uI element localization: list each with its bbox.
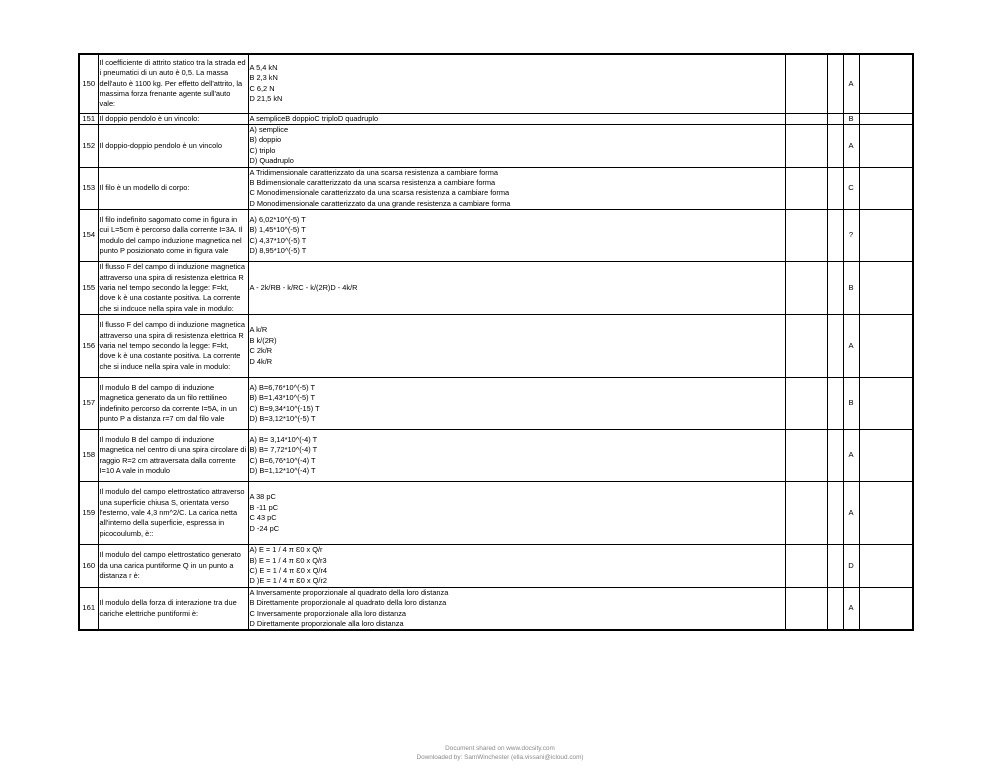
table-row: [79, 545, 913, 588]
answer-option: B k/(2R): [249, 335, 277, 345]
question-text: Il flusso F del campo di induzione magnetica attraverso una spira di resistenza elettrica R varia nel tempo secondo la legge: F=kt, dove k è una costante positiva. La corrente che si indcuce nella spira vale in modulo:: [98, 262, 248, 315]
answer-option: D 21,5 kN: [249, 94, 283, 104]
footer-shared: Document shared on www.docsity.com: [445, 745, 555, 752]
blank-cell: [827, 587, 843, 630]
answer-option: A) B=6,76*10^(-5) T: [249, 382, 316, 392]
answer-option: A - 2k/RB - k/RC - k/(2R)D - 4k/R: [249, 282, 358, 292]
answer-option: D Direttamente proporzionale alla loro distanza: [249, 619, 404, 629]
options-cell: [248, 54, 785, 113]
question-text: Il doppio pendolo è un vincolo:: [98, 113, 248, 124]
answer-option: A sempliceB doppioC triploD quadruplo: [249, 113, 379, 123]
blank-cell: [827, 378, 843, 430]
answer-option: A) semplice: [249, 124, 289, 134]
blank-cell: [785, 430, 827, 482]
blank-cell: [827, 430, 843, 482]
answer-option: A 5,4 kN: [249, 62, 278, 72]
answer-option: D -24 pC: [249, 523, 280, 533]
blank-cell: [785, 482, 827, 545]
question-text: Il modulo della forza di interazione tra due cariche elettriche puntiformi è:: [98, 587, 248, 630]
blank-cell: [827, 482, 843, 545]
question-text: Il modulo del campo elettrostatico generato da una carica puntiforme Q in un punto a distanza r è:: [98, 545, 248, 588]
answer-option: A Inversamente proporzionale al quadrato della loro distanza: [249, 587, 449, 597]
question-text: Il modulo del campo elettrostatico attraverso una superficie chiusa S, orientata verso l'esterno, vale 4,3 nm^2/C. La carica netta all'interno della superficie, espressa in picocoulumb, è::: [98, 482, 248, 545]
correct-answer: A: [843, 54, 859, 113]
question-number: 159: [79, 482, 98, 545]
answer-option: A) B= 3,14*10^(-4) T: [249, 434, 318, 444]
blank-cell: [785, 262, 827, 315]
correct-answer: B: [843, 113, 859, 124]
answer-option: A) 6,02*10^(-5) T: [249, 214, 306, 224]
question-number: 153: [79, 167, 98, 210]
blank-cell: [785, 545, 827, 588]
blank-cell: [785, 587, 827, 630]
options-cell: [248, 482, 785, 545]
question-number: 150: [79, 54, 98, 113]
question-number: 155: [79, 262, 98, 315]
question-text: Il modulo B del campo di induzione magnetica nel centro di una spira circolare di raggio R=2 cm attraversata dalla corrente I=10 A vale in modulo: [98, 430, 248, 482]
blank-cell: [827, 545, 843, 588]
blank-cell: [785, 210, 827, 262]
answer-option: D) 8,95*10^(-5) T: [249, 246, 307, 256]
answer-option: C 2k/R: [249, 346, 273, 356]
correct-answer: D: [843, 545, 859, 588]
blank-cell: [827, 113, 843, 124]
answer-option: C) 4,37*10^(-5) T: [249, 235, 307, 245]
correct-answer: A: [843, 315, 859, 378]
question-number: 156: [79, 315, 98, 378]
answer-option: D Monodimensionale caratterizzato da una grande resistenza a cambiare forma: [249, 198, 511, 208]
correct-answer: B: [843, 262, 859, 315]
blank-cell: [827, 315, 843, 378]
options-cell: [248, 210, 785, 262]
options-cell: [248, 315, 785, 378]
blank-cell: [827, 124, 843, 167]
options-cell: [248, 430, 785, 482]
answer-option: B Bdimensionale caratterizzato da una scarsa resistenza a cambiare forma: [249, 177, 496, 187]
answer-option: B) E = 1 / 4 π Ɛ0 x Q/r3: [249, 555, 327, 565]
answer-option: C) E = 1 / 4 π Ɛ0 x Q/r4: [249, 566, 328, 575]
blank-cell: [859, 54, 913, 113]
options-cell: [248, 378, 785, 430]
blank-cell: [827, 54, 843, 113]
blank-cell: [859, 167, 913, 210]
answer-option: C Monodimensionale caratterizzato da una scarsa resistenza a cambiare forma: [249, 188, 510, 198]
answer-option: D) Quadruplo: [249, 156, 294, 166]
blank-cell: [785, 167, 827, 210]
answer-option: A 38 pC: [249, 492, 276, 502]
answer-option: D) B=3,12*10^(-5) T: [249, 414, 316, 424]
answer-option: C) B=6,76*10^(-4) T: [249, 455, 316, 465]
table-row: [79, 587, 913, 630]
correct-answer: C: [843, 167, 859, 210]
answer-option: C) triplo: [249, 145, 276, 155]
table-row: [79, 210, 913, 262]
answer-option: A k/R: [249, 325, 268, 335]
blank-cell: [859, 124, 913, 167]
footer-downloaded: Downloaded by: SamWinchester (ella.vissani@icloud.com): [416, 754, 584, 761]
options-cell: [248, 545, 785, 588]
options-cell: [248, 262, 785, 315]
quiz-table-body: [79, 54, 913, 630]
question-number: 154: [79, 210, 98, 262]
table-row: [79, 430, 913, 482]
blank-cell: [859, 378, 913, 430]
question-text: Il flusso F del campo di induzione magnetica attraverso una spira di resistenza elettrica R varia nel tempo secondo la legge: F=kt, dove k è una costante positiva. La corrente che si induce nella spira vale in modulo:: [98, 315, 248, 378]
table-row: [79, 54, 913, 113]
answer-option: B -11 pC: [249, 502, 279, 512]
question-text: Il coefficiente di attrito statico tra la strada ed i pneumatici di un auto è 0,5. La massa dell'auto è 1100 kg. Per effetto dell'attrito, la massima forza frenante agente sull'auto vale:: [98, 54, 248, 113]
question-text: Il filo indefinito sagomato come in figura in cui L=5cm è percorso dalla corrente I=3A. Il modulo del campo induzione magnetica nel punto P posizionato come in figura vale: [98, 210, 248, 262]
blank-cell: [785, 124, 827, 167]
correct-answer: A: [843, 124, 859, 167]
correct-answer: A: [843, 430, 859, 482]
question-number: 157: [79, 378, 98, 430]
question-number: 151: [79, 113, 98, 124]
answer-option: C 43 pC: [249, 513, 277, 523]
answer-option: B) B=1,43*10^(-5) T: [249, 393, 316, 403]
answer-option: B 2,3 kN: [249, 73, 278, 83]
answer-option: D) B=1,12*10^(-4) T: [249, 466, 316, 476]
options-cell: [248, 167, 785, 210]
table-row: [79, 124, 913, 167]
answer-option: C) B=9,34*10^(-15) T: [249, 403, 320, 413]
blank-cell: [859, 587, 913, 630]
blank-cell: [859, 482, 913, 545]
answer-option: D 4k/R: [249, 356, 273, 366]
blank-cell: [827, 167, 843, 210]
blank-cell: [859, 545, 913, 588]
answer-option: C 6,2 N: [249, 83, 275, 93]
blank-cell: [827, 210, 843, 262]
blank-cell: [785, 113, 827, 124]
blank-cell: [859, 210, 913, 262]
correct-answer: ?: [843, 210, 859, 262]
answer-option: A) E = 1 / 4 π Ɛ0 x Q/r: [249, 545, 323, 555]
blank-cell: [859, 430, 913, 482]
answer-option: B) 1,45*10^(-5) T: [249, 225, 306, 235]
table-row: [79, 167, 913, 210]
answer-option: B) B= 7,72*10^(-4) T: [249, 445, 318, 455]
question-text: Il filo è un modello di corpo:: [98, 167, 248, 210]
question-number: 152: [79, 124, 98, 167]
table-row: [79, 262, 913, 315]
question-text: Il modulo B del campo di induzione magnetica generato da un filo rettilineo indefinito percorso da corrente I=5A, in un punto P a distanza r=7 cm dal filo vale: [98, 378, 248, 430]
options-cell: [248, 113, 785, 124]
question-number: 161: [79, 587, 98, 630]
blank-cell: [859, 113, 913, 124]
table-row: [79, 378, 913, 430]
correct-answer: B: [843, 378, 859, 430]
blank-cell: [785, 378, 827, 430]
blank-cell: [785, 54, 827, 113]
answer-option: D )E = 1 / 4 π Ɛ0 x Q/r2: [249, 576, 328, 586]
blank-cell: [785, 315, 827, 378]
blank-cell: [827, 262, 843, 315]
answer-option: B) doppio: [249, 135, 282, 145]
options-cell: [248, 587, 785, 630]
blank-cell: [859, 315, 913, 378]
table-row: [79, 315, 913, 378]
correct-answer: A: [843, 482, 859, 545]
answer-option: A Tridimensionale caratterizzato da una scarsa resistenza a cambiare forma: [249, 167, 499, 177]
quiz-table: [78, 53, 914, 631]
options-cell: [248, 124, 785, 167]
table-row: [79, 482, 913, 545]
answer-option: C Inversamente proporzionale alla loro distanza: [249, 608, 407, 618]
question-number: 160: [79, 545, 98, 588]
question-number: 158: [79, 430, 98, 482]
correct-answer: A: [843, 587, 859, 630]
question-text: Il doppio-doppio pendolo è un vincolo: [98, 124, 248, 167]
table-row: [79, 113, 913, 124]
answer-option: B Direttamente proporzionale al quadrato della loro distanza: [249, 598, 447, 608]
blank-cell: [859, 262, 913, 315]
